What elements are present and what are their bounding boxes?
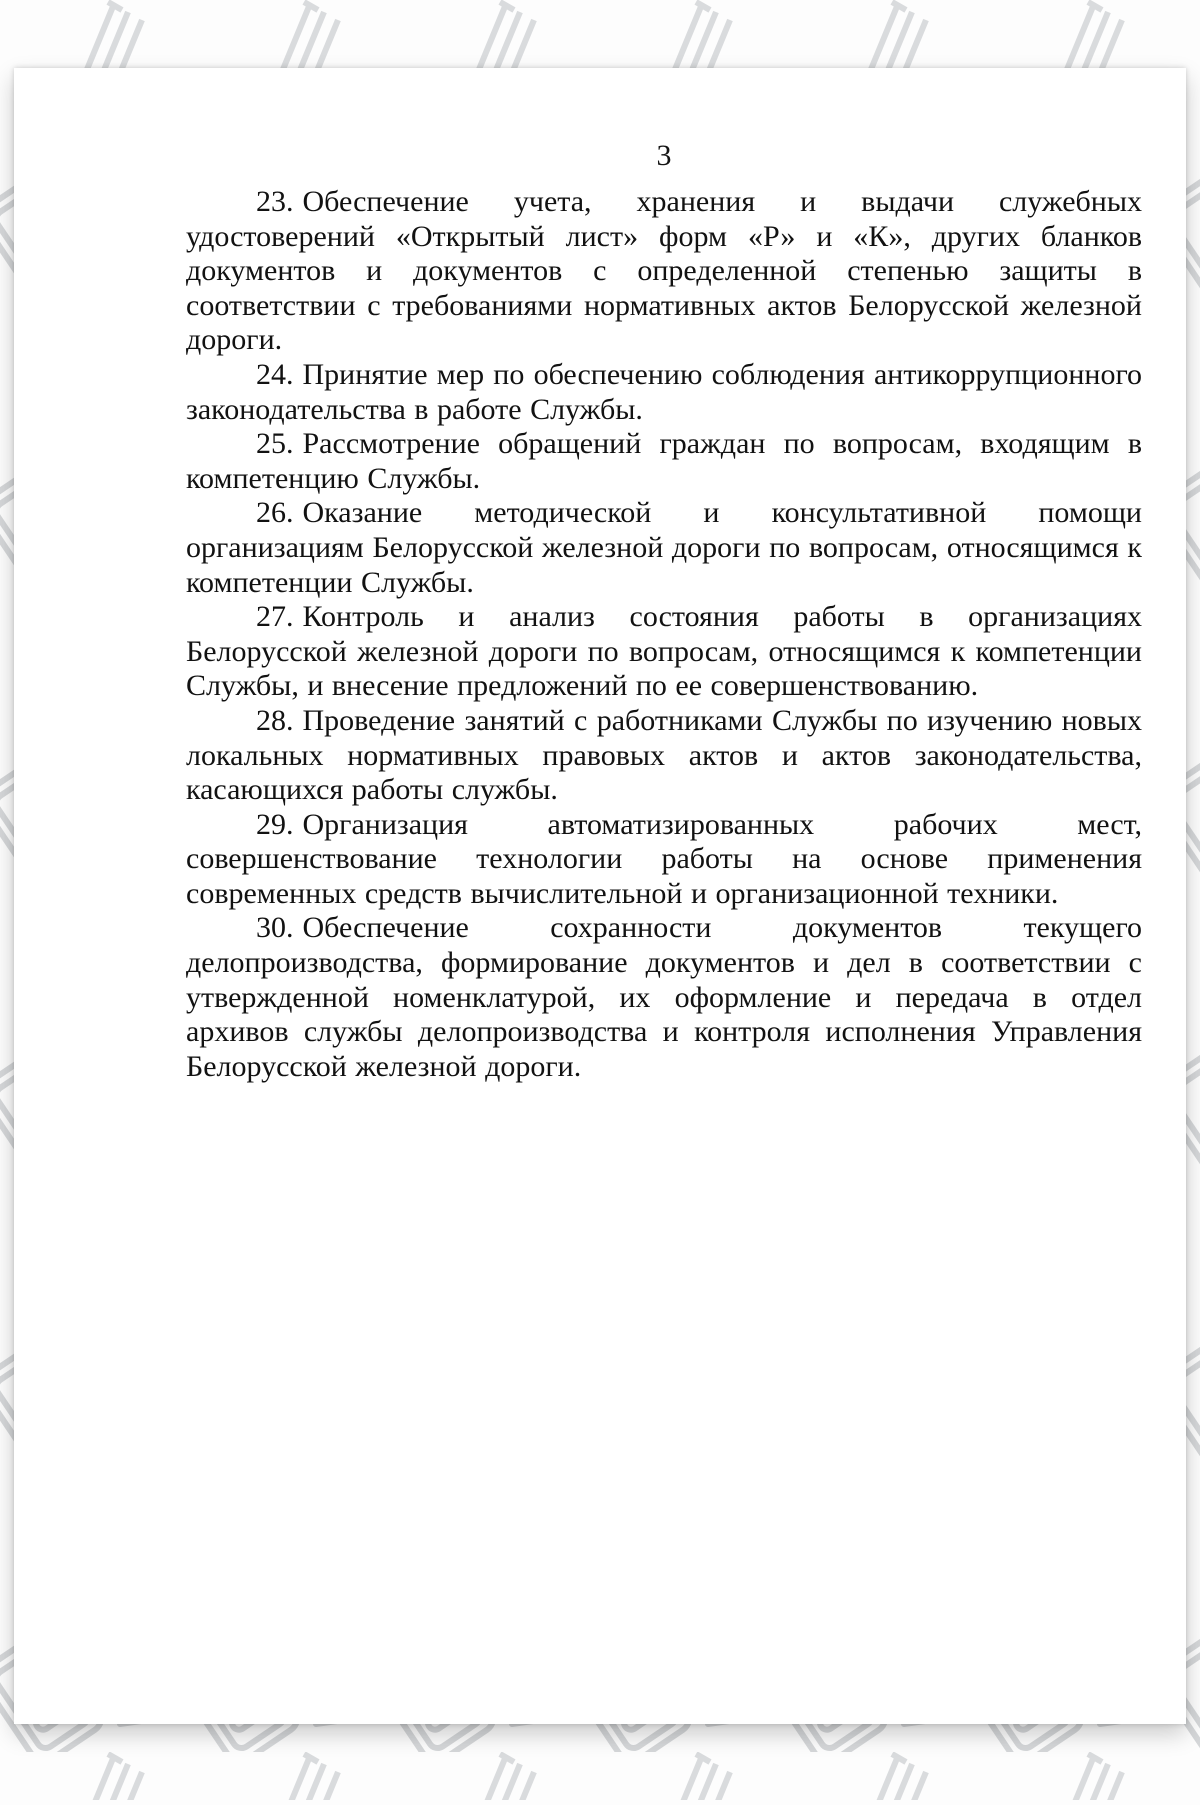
- paragraph-26-number: 26.: [256, 496, 294, 530]
- paragraph-30-number: 30.: [256, 911, 294, 945]
- paragraph-29-text: Организация автоматизированных рабочих мест, совершенствование технологии работы на основе применения современных средств вычислительной и организационной техники.: [186, 807, 1142, 910]
- paragraph-27-number: 27.: [256, 600, 294, 634]
- paragraph-25: [186, 427, 1142, 496]
- paragraph-24-number: 24.: [256, 357, 294, 391]
- paragraph-23: [186, 185, 1142, 358]
- paragraph-24-text: Принятие мер по обеспечению соблюдения антикоррупционного законодательства в работе Службы.: [186, 357, 1142, 426]
- document-page: [14, 68, 1186, 1724]
- paragraph-27: [186, 600, 1142, 704]
- page-number: 3: [656, 139, 672, 172]
- paragraph-28-text: Проведение занятий с работниками Службы по изучению новых локальных нормативных правовых актов и актов законодательства, касающихся работы службы.: [186, 703, 1142, 807]
- paragraph-28-number: 28.: [256, 703, 294, 737]
- paragraph-26-text: Оказание методической и консультативной помощи организациям Белорусской железной дороги по вопросам, относящимся к компетенции Службы.: [186, 496, 1142, 599]
- paragraph-29: [186, 808, 1142, 912]
- paragraph-30-text: Обеспечение сохранности документов текущего делопроизводства, формирование документов и дел в соответствии с утвержденной номенклатурой, их оформление и передача в отдел архивов службы делопроизводства и контроля исполнения Управления Белорусской железной дороги.: [186, 911, 1142, 1083]
- paragraph-27-text: Контроль и анализ состояния работы в организациях Белорусской железной дороги по вопросам, относящимся к компетенции Службы, и внесение предложений по ее совершенствованию.: [186, 600, 1142, 703]
- paragraph-30: [186, 911, 1142, 1084]
- document-body: [186, 185, 1142, 1084]
- paragraph-29-number: 29.: [256, 807, 294, 841]
- paragraph-25-number: 25.: [256, 427, 294, 461]
- paragraph-25-text: Рассмотрение обращений граждан по вопросам, входящим в компетенцию Службы.: [186, 427, 1142, 495]
- paragraph-24: [186, 358, 1142, 427]
- paragraph-23-number: 23.: [256, 185, 294, 218]
- paragraph-23-text: Обеспечение учета, хранения и выдачи служебных удостоверений «Открытый лист» форм «Р» и «К», других бланков документов и документов с определенной степенью защиты в соответствии с требованиями нормативных актов Белорусской железной дороги.: [186, 185, 1142, 357]
- paragraph-26: [186, 496, 1142, 600]
- paragraph-28: [186, 704, 1142, 808]
